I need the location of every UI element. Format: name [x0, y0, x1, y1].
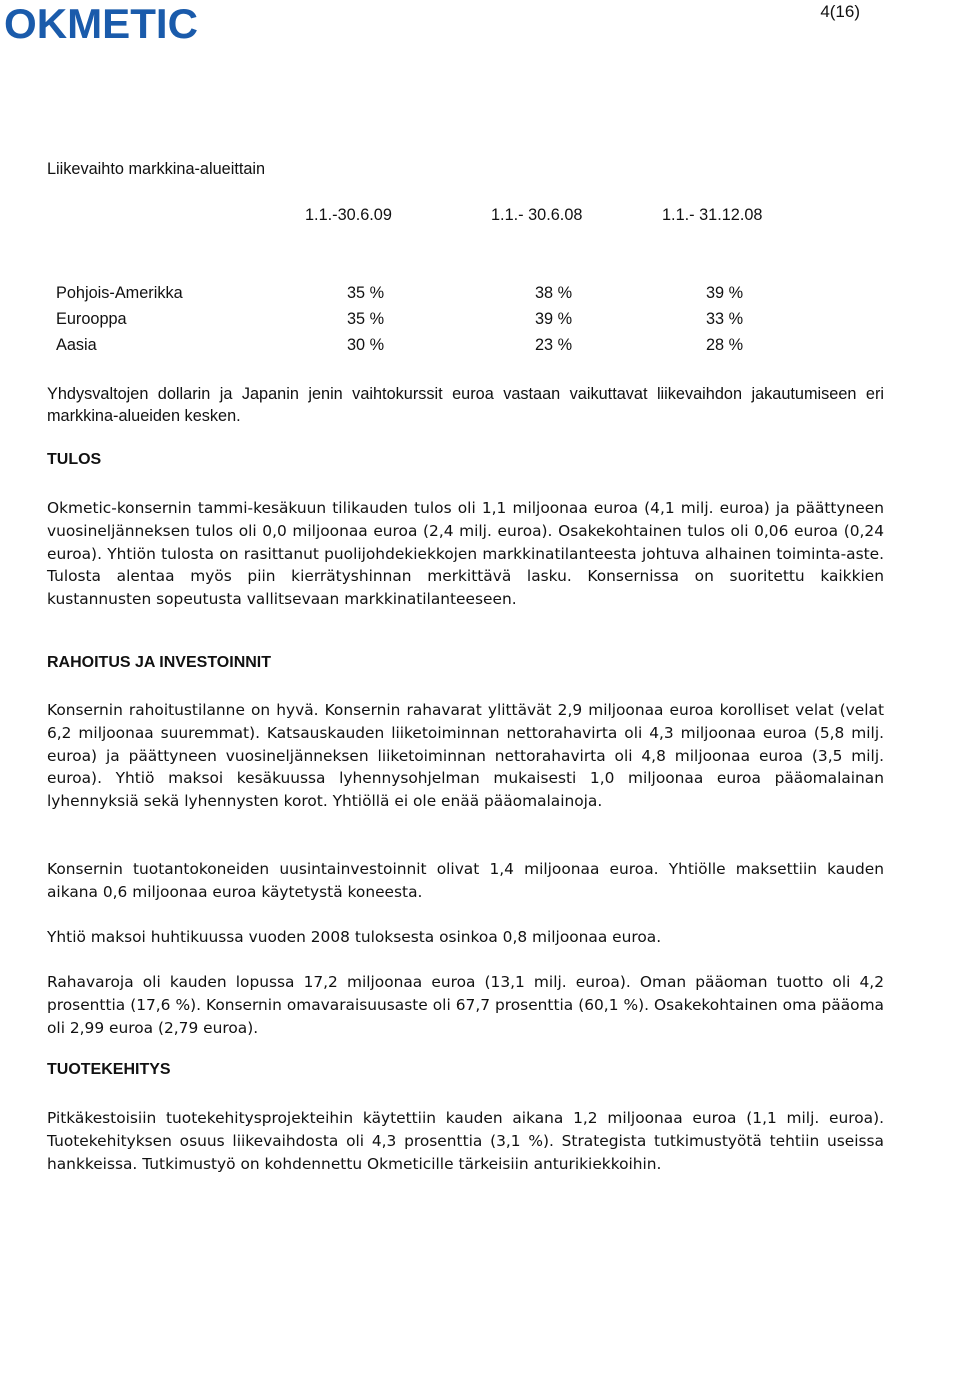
table-cell: 39 % [706, 284, 744, 302]
region-label: Eurooppa [56, 310, 127, 328]
table-cell: 23 % [535, 336, 573, 354]
rahoitus-paragraph: Rahavaroja oli kauden lopussa 17,2 miljoonaa euroa (13,1 milj. euroa). Oman pääoman tuotto oli 4,2 prosenttia (17,6 %). Konsernin omavaraisuusaste oli 67,7 prosenttia (60,1 %). Osakekohtainen oma pääoma oli 2,99 euroa (2,79 euroa). [47, 973, 884, 1037]
okmetic-logo [4, 3, 198, 43]
tulos-paragraph: Okmetic-konsernin tammi-kesäkuun tilikauden tulos oli 1,1 miljoonaa euroa (4,1 milj. euroa) ja päättyneen vuosineljänneksen tulos oli 0,0 miljoonaa euroa (2,4 milj. euroa). Osakekohtainen tulos oli 0,06 euroa (0,24 euroa). Yhtiön tulosta on rasittanut puolijohdekiekkojen markkinatilanteesta johtuva alhainen toiminta-aste. Tulosta alentaa myös piin kierrätyshinnan merkittävä lasku. Konsernissa on suoritettu kaikkien kustannusten sopeutusta vallitsevaan markkinatilanteeseen. [47, 499, 884, 609]
region-label: Pohjois-Amerikka [56, 284, 183, 302]
rahoitus-paragraph: Konsernin tuotantokoneiden uusintainvestoinnit olivat 1,4 miljoonaa euroa. Yhtiölle maksettiin kauden aikana 0,6 miljoonaa euroa käytetystä koneesta. [47, 860, 884, 901]
column-header: 1.1.- 31.12.08 [662, 206, 763, 224]
column-header: 1.1.-30.6.09 [305, 206, 392, 224]
logo-text: OKMETIC [4, 3, 198, 43]
exchange-rate-note: Yhdysvaltojen dollarin ja Japanin jenin vaihtokurssit euroa vastaan vaikuttavat liikevaihdon jakautumiseen eri markkina-alueiden kesken. [47, 385, 884, 425]
table-cell: 33 % [706, 310, 744, 328]
table-cell: 39 % [535, 310, 573, 328]
table-cell: 35 % [347, 310, 385, 328]
section-heading-tuotekehitys: TUOTEKEHITYS [47, 1061, 171, 1078]
section-heading-rahoitus: RAHOITUS JA INVESTOINNIT [47, 654, 272, 671]
rahoitus-paragraph: Konsernin rahoitustilanne on hyvä. Konsernin rahavarat ylittävät 2,9 miljoonaa euroa korolliset velat (velat 6,2 miljoonaa suuremmat). Katsauskauden liiketoiminnan nettorahavirta oli 4,3 miljoonaa euroa (5,8 milj. euroa) ja päättyneen vuosineljänneksen liiketoiminnan nettorahavirta oli 4,8 miljoonaa euroa (3,5 milj. euroa). Yhtiö maksoi kesäkuussa lyhennysohjelman mukaisesti 1,0 miljoonaa euroa pääomalainan lyhennyksiä sekä lyhennysten korot. Yhtiöllä ei ole enää pääomalainoja. [47, 701, 884, 811]
table-cell: 30 % [347, 336, 385, 354]
table-cell: 38 % [535, 284, 573, 302]
tuotekehitys-paragraph: Pitkäkestoisiin tuotekehitysprojekteihin käytettiin kauden aikana 1,2 miljoonaa euroa (1,1 milj. euroa). Tuotekehityksen osuus liikevaihdosta oli 4,3 prosenttia (3,1 %). Strategista tutkimustyötä tehtiin useissa hankkeissa. Tutkimustyö on kohdennettu Okmeticille tärkeisiin anturikiekkoihin. [47, 1109, 884, 1173]
rahoitus-paragraph: Yhtiö maksoi huhtikuussa vuoden 2008 tuloksesta osinkoa 0,8 miljoonaa euroa. [47, 928, 662, 946]
table-cell: 28 % [706, 336, 744, 354]
column-header: 1.1.- 30.6.08 [491, 206, 583, 224]
region-label: Aasia [56, 336, 97, 354]
table-title: Liikevaihto markkina-alueittain [47, 160, 266, 178]
table-cell: 35 % [347, 284, 385, 302]
page-number: 4(16) [820, 2, 860, 21]
section-heading-tulos: TULOS [47, 451, 102, 468]
